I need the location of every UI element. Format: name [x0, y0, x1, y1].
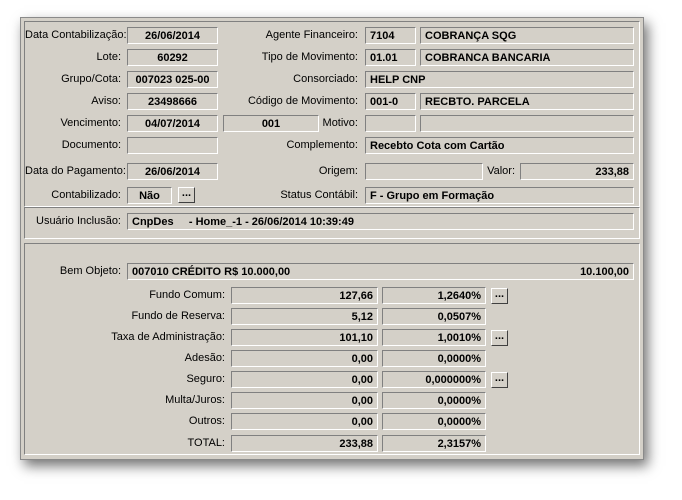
multa-juros-valor[interactable]: 0,00	[231, 392, 378, 409]
outros-pct[interactable]: 0,0000%	[382, 413, 486, 430]
contabilizado-button[interactable]: ...	[178, 187, 195, 203]
valores-panel	[24, 243, 640, 455]
consorciado-label: Consorciado:	[293, 73, 358, 85]
grupo-cota-label: Grupo/Cota:	[61, 73, 121, 85]
lote-field[interactable]: 60292	[127, 49, 218, 66]
codigo-movimento-code[interactable]: 001-0	[365, 93, 416, 110]
valor-label: Valor:	[487, 165, 515, 177]
consorciado-field[interactable]: HELP CNP	[365, 71, 634, 88]
codigo-movimento-desc[interactable]: RECBTO. PARCELA	[420, 93, 634, 110]
origem-label: Origem:	[318, 165, 358, 177]
fundo-comum-pct[interactable]: 1,2640%	[382, 287, 486, 304]
tipo-movimento-desc[interactable]: COBRANCA BANCARIA	[420, 49, 634, 66]
seguro-label: Seguro:	[186, 373, 225, 385]
origem-field[interactable]	[365, 163, 483, 180]
vencimento-extra-field[interactable]: 001	[223, 115, 319, 132]
usuario-panel	[24, 207, 640, 239]
fundo-reserva-label: Fundo de Reserva:	[131, 310, 225, 322]
agente-financeiro-desc[interactable]: COBRANÇA SQG	[420, 27, 634, 44]
seguro-pct[interactable]: 0,000000%	[382, 371, 486, 388]
status-contabil-label: Status Contábil:	[280, 189, 358, 201]
bem-objeto-label: Bem Objeto:	[59, 265, 121, 277]
total-label: TOTAL:	[187, 437, 225, 449]
usuario-name: CnpDes	[132, 216, 174, 228]
fundo-comum-button[interactable]: ...	[491, 288, 508, 304]
multa-juros-pct[interactable]: 0,0000%	[382, 392, 486, 409]
taxa-administracao-pct[interactable]: 1,0010%	[382, 329, 486, 346]
fundo-comum-label: Fundo Comum:	[149, 289, 225, 301]
vencimento-field[interactable]: 04/07/2014	[127, 115, 218, 132]
data-contabilizacao-label: Data Contabilização:	[25, 29, 127, 41]
taxa-administracao-label: Taxa de Administração:	[111, 331, 225, 343]
taxa-administracao-button[interactable]: ...	[491, 330, 508, 346]
aviso-label: Aviso:	[91, 95, 121, 107]
bem-objeto-field[interactable]	[127, 263, 634, 280]
total-pct[interactable]: 2,3157%	[382, 435, 486, 452]
lote-label: Lote:	[96, 51, 121, 63]
header-panel	[24, 21, 640, 207]
lancamento-window	[20, 17, 644, 460]
data-pagamento-field[interactable]: 26/06/2014	[127, 163, 218, 180]
codigo-movimento-label: Código de Movimento:	[247, 95, 358, 107]
contabilizado-field[interactable]: Não	[127, 187, 172, 204]
total-valor[interactable]: 233,88	[231, 435, 378, 452]
complemento-field[interactable]: Recebto Cota com Cartão	[365, 137, 634, 154]
usuario-inclusao-field[interactable]	[127, 213, 634, 230]
bem-objeto-value: 10.100,00	[580, 266, 629, 278]
status-contabil-field[interactable]: F - Grupo em Formação	[365, 187, 634, 204]
complemento-label: Complemento:	[286, 139, 358, 151]
aviso-field[interactable]: 23498666	[127, 93, 218, 110]
usuario-inclusao-label: Usuário Inclusão:	[36, 215, 121, 227]
data-contabilizacao-field[interactable]: 26/06/2014	[127, 27, 218, 44]
outros-valor[interactable]: 0,00	[231, 413, 378, 430]
taxa-administracao-valor[interactable]: 101,10	[231, 329, 378, 346]
contabilizado-label: Contabilizado:	[51, 189, 121, 201]
fundo-comum-valor[interactable]: 127,66	[231, 287, 378, 304]
agente-financeiro-label: Agente Financeiro:	[265, 29, 358, 41]
vencimento-label: Vencimento:	[60, 117, 121, 129]
motivo-label: Motivo:	[322, 117, 358, 129]
adesao-valor[interactable]: 0,00	[231, 350, 378, 367]
usuario-detail: - Home_-1 - 26/06/2014 10:39:49	[188, 216, 354, 228]
motivo-code[interactable]	[365, 115, 416, 132]
documento-field[interactable]	[127, 137, 218, 154]
multa-juros-label: Multa/Juros:	[165, 394, 225, 406]
fundo-reserva-pct[interactable]: 0,0507%	[382, 308, 486, 325]
valor-field[interactable]: 233,88	[520, 163, 634, 180]
fundo-reserva-valor[interactable]: 5,12	[231, 308, 378, 325]
data-pagamento-label: Data do Pagamento:	[25, 165, 126, 177]
seguro-valor[interactable]: 0,00	[231, 371, 378, 388]
outros-label: Outros:	[188, 415, 225, 427]
adesao-pct[interactable]: 0,0000%	[382, 350, 486, 367]
adesao-label: Adesão:	[184, 352, 225, 364]
agente-financeiro-code[interactable]: 7104	[365, 27, 416, 44]
tipo-movimento-code[interactable]: 01.01	[365, 49, 416, 66]
bem-objeto-desc: 007010 CRÉDITO R$ 10.000,00	[132, 266, 291, 278]
tipo-movimento-label: Tipo de Movimento:	[261, 51, 358, 63]
documento-label: Documento:	[61, 139, 121, 151]
grupo-cota-field[interactable]: 007023 025-00	[127, 71, 218, 88]
motivo-desc[interactable]	[420, 115, 634, 132]
seguro-button[interactable]: ...	[491, 372, 508, 388]
